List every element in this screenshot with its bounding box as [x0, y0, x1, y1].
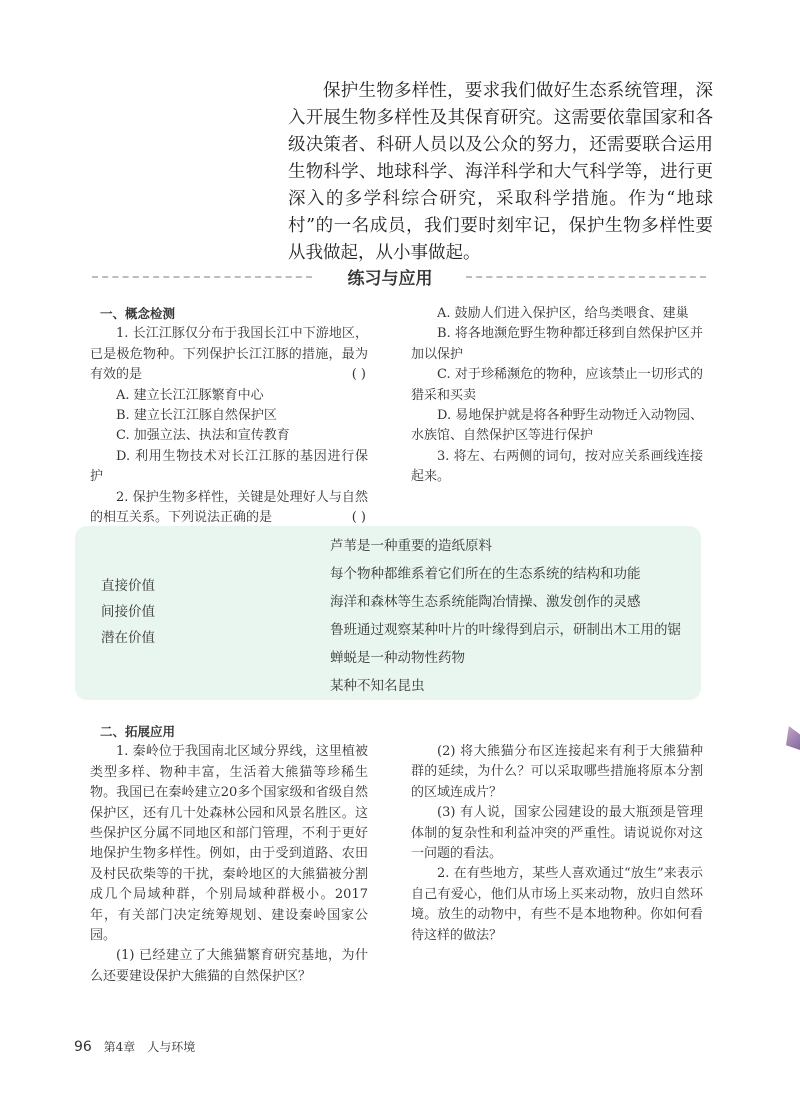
value-potential: 潜在价值 [101, 630, 155, 646]
part2-heading: 二、拓展应用 [100, 724, 176, 739]
example-item: 芦苇是一种重要的造纸原料 [330, 538, 492, 554]
example-item: 鲁班通过观察某种叶片的叶缘得到启示，研制出木工用的锯 [330, 622, 681, 638]
part2-question-1-sub2: (2) 将大熊猫分布区连接起来有利于大熊猫种群的延续，为什么？可以采取哪些措施将原本分割的区域连成片？ [411, 744, 703, 800]
chapter-label: 第4章 人与环境 [103, 1040, 196, 1054]
matching-right-list [330, 532, 681, 700]
dashed-divider-right [466, 276, 706, 278]
example-item: 蝉蜕是一种动物性药物 [330, 650, 465, 666]
q2-option-a: A. 鼓励人们进入保护区，给鸟类喂食、建巢 [437, 306, 689, 321]
section-title: 练习与应用 [347, 269, 433, 289]
option-b: B. 建立长江江豚自然保护区 [116, 408, 277, 424]
q2-option-c: C. 对于珍稀濒危的物种，应该禁止一切形式的猎采和买卖 [411, 367, 703, 403]
question-3-stem: 3. 将左、右两侧的词句，按对应关系画线连接起来。 [411, 448, 703, 485]
part2-left-column [90, 722, 368, 987]
option-a: A. 建立长江江豚繁育中心 [116, 387, 264, 403]
value-direct: 直接价值 [101, 578, 155, 594]
answer-bracket: ( ) [351, 367, 366, 383]
part1-right-column [411, 304, 703, 488]
answer-bracket: ( ) [351, 509, 366, 525]
part2-question-1-sub3: (3) 有人说，国家公园建设的最大瓶颈是管理体制的复杂性和利益冲突的严重性。请说说你对这一问题的看法。 [411, 805, 703, 862]
page-edge-tab [786, 726, 800, 750]
part1-heading: 一、概念检测 [100, 306, 176, 321]
example-item: 每个物种都维系着它们所在的生态系统的结构和功能 [330, 566, 641, 582]
question-1 [90, 324, 368, 385]
option-c: C. 加强立法、执法和宣传教育 [116, 428, 290, 444]
matching-left-list [101, 573, 155, 651]
example-item: 某种不知名昆虫 [330, 678, 425, 694]
section-heading [92, 266, 706, 289]
example-item: 海洋和森林等生态系统能陶冶情操、激发创作的灵感 [330, 594, 641, 610]
part2-question-1-sub1: (1) 已经建立了大熊猫繁育研究基地，为什么还要建设保护大熊猫的自然保护区？ [90, 948, 368, 984]
dashed-divider-left [92, 276, 312, 278]
question-2 [90, 488, 368, 529]
part2-right-column [411, 742, 703, 946]
part1-left-column [90, 304, 368, 528]
value-indirect: 间接价值 [101, 604, 155, 620]
q2-option-b: B. 将各地濒危野生物种都迁移到自然保护区并加以保护 [411, 326, 703, 362]
q2-option-d: D. 易地保护就是将各种野生动物迁入动物园、水族馆、自然保护区等进行保护 [411, 408, 703, 444]
option-d: D. 利用生物技术对长江江豚的基因进行保护 [90, 448, 368, 485]
matching-exercise-box [75, 526, 701, 700]
page-footer [74, 1038, 195, 1055]
page-number: 96 [74, 1039, 92, 1055]
question-1-stem: 1. 长江江豚仅分布于我国长江中下游地区，已是极危物种。下列保护长江江豚的措施，最为有效的是 [90, 326, 368, 383]
intro-paragraph-block [288, 78, 713, 267]
part2-question-1-intro: 1. 秦岭位于我国南北区域分界线，这里植被类型多样、物种丰富，生活着大熊猫等珍稀生物。我国已在秦岭建立20多个国家级和省级自然保护区，还有几十处森林公园和风景名胜区。这些保护区分属不同地区和部门管理，不利于更好地保护生物多样性。例如，由于受到道路、农田及村民砍柴等的干扰，秦岭地区的大熊猫被分割成几个局域种群，个别局域种群极小。2017年，有关部门决定统筹规划、建设秦岭国家公园。 [90, 744, 368, 944]
part2-question-2: 2. 在有些地方，某些人喜欢通过“放生”来表示自己有爱心，他们从市场上买来动物，放归自然环境。放生的动物中，有些不是本地物种。你如何看待这样的做法？ [411, 866, 703, 943]
intro-paragraph: 保护生物多样性，要求我们做好生态系统管理，深入开展生物多样性及其保育研究。这需要依靠国家和各级决策者、科研人员以及公众的努力，还需要联合运用生物科学、地球科学、海洋科学和大气科学等，进行更深入的多学科综合研究，采取科学措施。作为“地球村”的一名成员，我们要时刻牢记，保护生物多样性要从我做起，从小事做起。 [288, 81, 713, 263]
question-2-stem: 2. 保护生物多样性，关键是处理好人与自然的相互关系。下列说法正确的是 [90, 489, 368, 526]
